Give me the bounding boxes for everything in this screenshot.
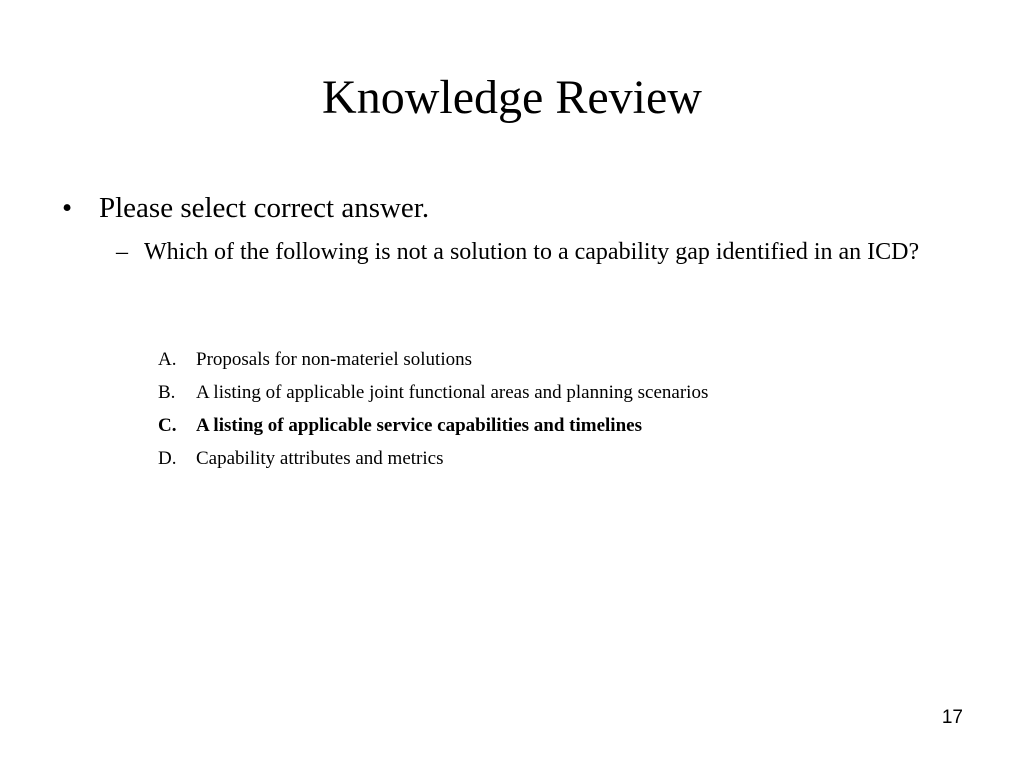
option-text: A listing of applicable joint functional areas and planning scenarios	[196, 382, 709, 403]
question-bullet	[116, 236, 976, 268]
answer-options	[158, 348, 978, 480]
dash-marker: –	[116, 239, 128, 265]
option-text: A listing of applicable service capabilities and timelines	[196, 415, 642, 436]
option-letter: C.	[158, 415, 177, 436]
option-letter: A.	[158, 349, 177, 370]
option-text: Capability attributes and metrics	[196, 448, 444, 469]
question-text: Which of the following is not a solution to a capability gap identified in an ICD?	[144, 239, 920, 265]
answer-option-a	[158, 348, 978, 381]
page-number: 17	[941, 707, 963, 728]
instruction-text: Please select correct answer.	[99, 192, 430, 224]
answer-option-b	[158, 381, 978, 414]
slide-title: Knowledge Review	[322, 71, 702, 124]
answer-option-c	[158, 414, 978, 447]
option-letter: D.	[158, 448, 177, 469]
option-text: Proposals for non-materiel solutions	[196, 349, 472, 370]
option-letter: B.	[158, 382, 176, 403]
bullet-marker: •	[62, 192, 73, 224]
answer-option-d	[158, 447, 978, 480]
